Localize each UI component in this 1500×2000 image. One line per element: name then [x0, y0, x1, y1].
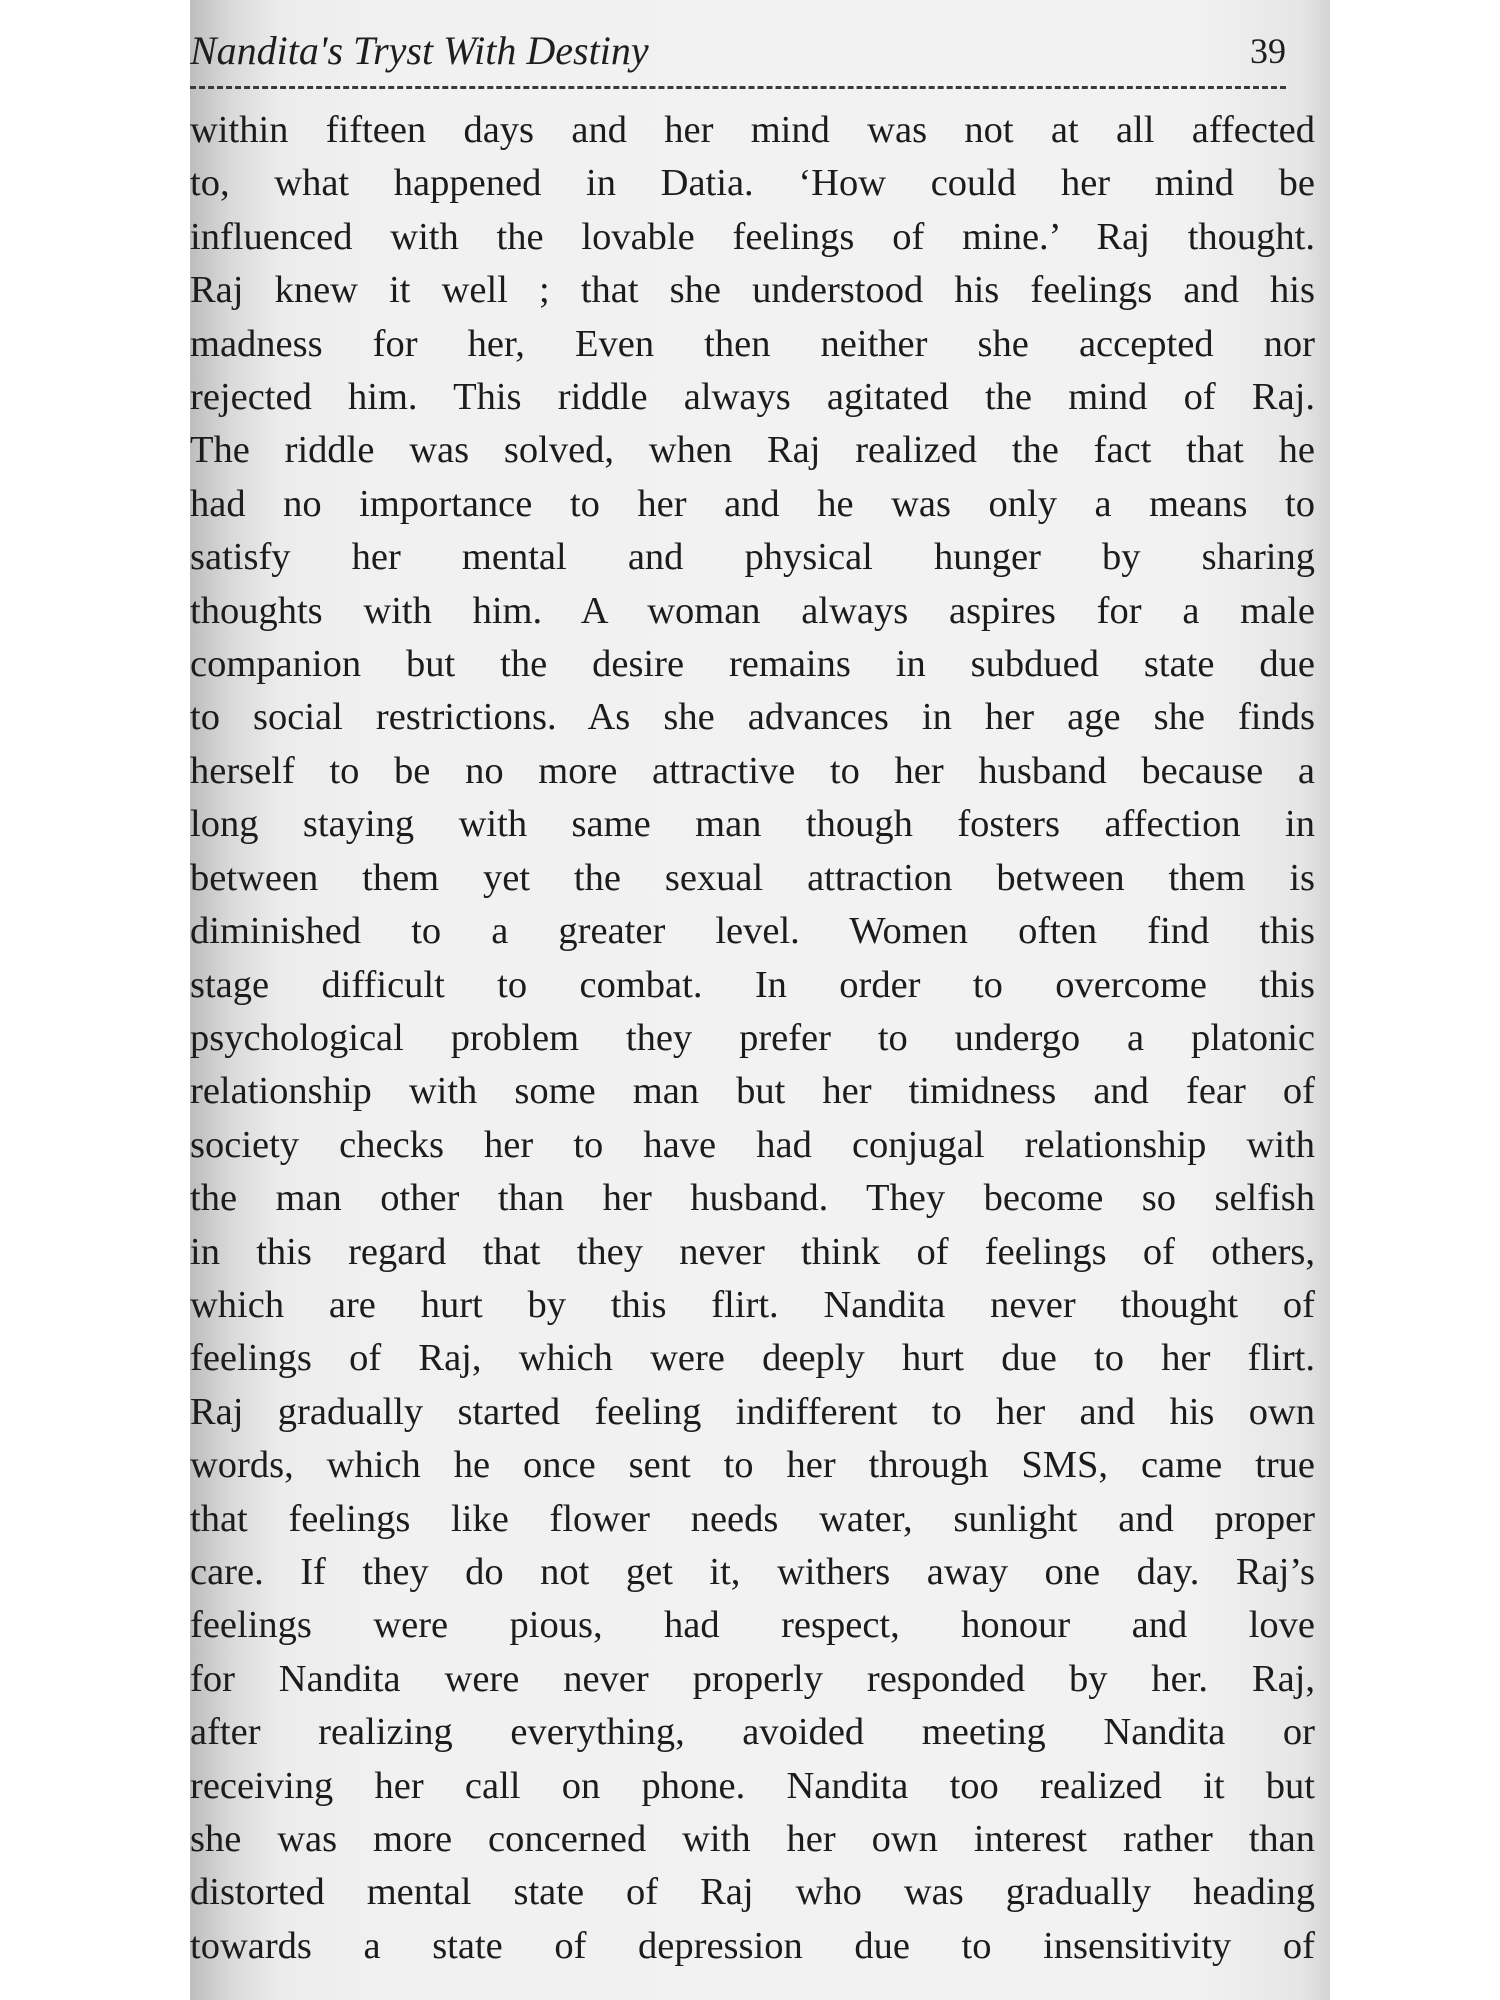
text-line: for Nandita were never properly responded by her. Raj, — [190, 1657, 1315, 1700]
text-line: the man other than her husband. They become so selfish — [190, 1177, 1315, 1220]
text-line: feelings of Raj, which were deeply hurt due to her flirt. — [190, 1337, 1315, 1380]
text-line: words, which he once sent to her through SMS, came true — [190, 1444, 1315, 1487]
book-page — [190, 0, 1330, 2000]
text-line: Raj knew it well ; that she understood his feelings and his — [190, 269, 1315, 312]
text-line: rejected him. This riddle always agitated the mind of Raj. — [190, 376, 1315, 419]
text-line: to, what happened in Datia. ‘How could her mind be — [190, 162, 1315, 205]
running-title: Nandita's Tryst With Destiny — [190, 28, 649, 73]
text-line: stage difficult to combat. In order to overcome this — [190, 963, 1315, 1006]
text-line: madness for her, Even then neither she accepted nor — [190, 322, 1315, 365]
text-line: receiving her call on phone. Nandita too realized it but — [190, 1764, 1315, 1807]
text-line: long staying with same man though fosters affection in — [190, 803, 1315, 846]
text-line: to social restrictions. As she advances in her age she finds — [190, 696, 1315, 739]
text-line: society checks her to have had conjugal relationship with — [190, 1123, 1315, 1166]
text-line: care. If they do not get it, withers away one day. Raj’s — [190, 1550, 1315, 1593]
page-number: 39 — [1250, 31, 1286, 71]
text-line: had no importance to her and he was only a means to — [190, 482, 1315, 525]
text-line: between them yet the sexual attraction between them is — [190, 856, 1315, 899]
text-line: influenced with the lovable feelings of mine.’ Raj thought. — [190, 215, 1315, 258]
header-dashed-rule — [190, 86, 1286, 89]
text-line: that feelings like flower needs water, sunlight and proper — [190, 1497, 1315, 1540]
text-line: diminished to a greater level. Women often find this — [190, 910, 1315, 953]
text-line: psychological problem they prefer to undergo a platonic — [190, 1016, 1315, 1059]
text-line: thoughts with him. A woman always aspires for a male — [190, 589, 1315, 632]
text-line: which are hurt by this flirt. Nandita never thought of — [190, 1283, 1315, 1326]
text-line: towards a state of depression due to insensitivity of — [190, 1924, 1315, 1967]
text-line: after realizing everything, avoided meeting Nandita or — [190, 1711, 1315, 1754]
text-line: distorted mental state of Raj who was gradually heading — [190, 1871, 1315, 1914]
text-line: in this regard that they never think of feelings of others, — [190, 1230, 1315, 1273]
text-line: The riddle was solved, when Raj realized the fact that he — [190, 429, 1315, 472]
text-line: relationship with some man but her timidness and fear of — [190, 1070, 1315, 1113]
text-line: she was more concerned with her own interest rather than — [190, 1818, 1315, 1860]
text-line: feelings were pious, had respect, honour and love — [190, 1604, 1315, 1647]
body-paragraph — [190, 104, 1315, 1973]
text-line: within fifteen days and her mind was not at all affected — [190, 109, 1315, 151]
page-header — [190, 24, 1286, 78]
text-line: satisfy her mental and physical hunger by sharing — [190, 536, 1315, 579]
text-line: Raj gradually started feeling indifferent to her and his own — [190, 1390, 1315, 1433]
text-line: herself to be no more attractive to her husband because a — [190, 749, 1315, 792]
text-line: companion but the desire remains in subdued state due — [190, 643, 1315, 686]
